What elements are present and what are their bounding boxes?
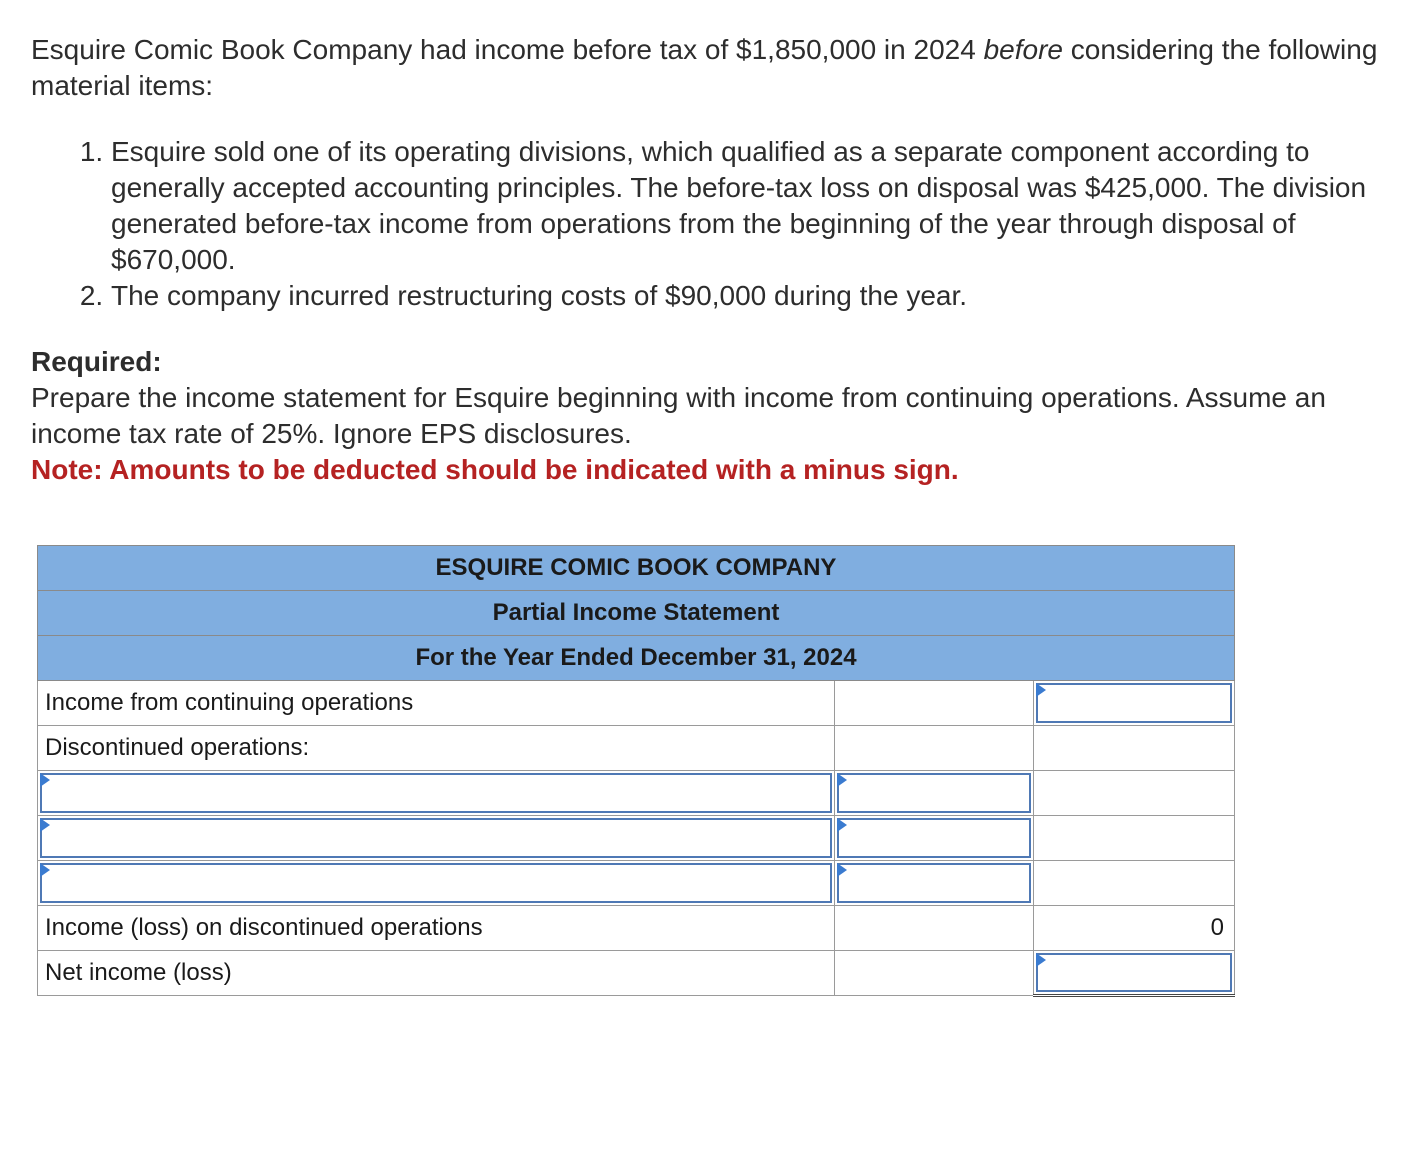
- empty-cell: [835, 726, 1034, 771]
- input-flag-icon: [837, 863, 847, 877]
- disc-line-3-amount-cell: [835, 861, 1034, 906]
- material-item-2: 2. The company incurred restructuring costs of $90,000 during the year.: [111, 278, 1381, 314]
- discontinued-total-label: Income (loss) on discontinued operations: [38, 906, 835, 951]
- disc-line-3-label-input[interactable]: [40, 863, 832, 903]
- intro-text-end: considering the following material items:: [31, 34, 1378, 101]
- continuing-operations-cell: [1034, 681, 1235, 726]
- empty-cell: [835, 681, 1034, 726]
- disc-line-2-amount-cell: [835, 816, 1034, 861]
- discontinued-operations-label: Discontinued operations:: [38, 726, 835, 771]
- disc-line-1-amount-cell: [835, 771, 1034, 816]
- continuing-operations-row: [38, 681, 1235, 726]
- company-name: ESQUIRE COMIC BOOK COMPANY: [38, 546, 1235, 591]
- minus-sign-note: Note: Amounts to be deducted should be indicated with a minus sign.: [31, 454, 959, 485]
- intro-text-start: Esquire Comic Book Company had income before tax of $1,850,000 in 2024: [31, 34, 984, 65]
- discontinued-header-row: [38, 726, 1235, 771]
- disc-line-1-label-cell: [38, 771, 835, 816]
- net-income-input[interactable]: [1036, 953, 1232, 992]
- dropdown-flag-icon: [40, 863, 50, 877]
- required-title: Required:: [31, 346, 162, 377]
- dropdown-flag-icon: [40, 773, 50, 787]
- problem-text: [31, 32, 1381, 488]
- required-instructions: Prepare the income statement for Esquire beginning with income from continuing operations. Assume an income tax rate of 25%. Ignore EPS disclosures.: [31, 382, 1326, 449]
- header-company-row: [38, 546, 1235, 591]
- empty-cell: [1034, 816, 1235, 861]
- disc-line-2-label-cell: [38, 816, 835, 861]
- header-title-row: [38, 591, 1235, 636]
- discontinued-line-row: [38, 861, 1235, 906]
- disc-line-1-amount-input[interactable]: [837, 773, 1031, 813]
- disc-line-2-amount-input[interactable]: [837, 818, 1031, 858]
- discontinued-line-row: [38, 816, 1235, 861]
- input-flag-icon: [837, 818, 847, 832]
- net-income-row: [38, 951, 1235, 996]
- input-flag-icon: [1036, 953, 1046, 967]
- required-section: [31, 344, 1381, 488]
- dropdown-flag-icon: [40, 818, 50, 832]
- discontinued-line-row: [38, 771, 1235, 816]
- net-income-label: Net income (loss): [38, 951, 835, 996]
- disc-line-3-label-cell: [38, 861, 835, 906]
- statement-title: Partial Income Statement: [38, 591, 1235, 636]
- discontinued-total-row: [38, 906, 1235, 951]
- discontinued-total-value: 0: [1034, 906, 1235, 951]
- intro-paragraph: [31, 32, 1381, 104]
- disc-line-3-amount-input[interactable]: [837, 863, 1031, 903]
- empty-cell: [835, 951, 1034, 996]
- input-flag-icon: [1036, 683, 1046, 697]
- material-items-list: [31, 134, 1381, 314]
- empty-cell: [1034, 861, 1235, 906]
- disc-line-1-label-input[interactable]: [40, 773, 832, 813]
- header-period-row: [38, 636, 1235, 681]
- disc-line-2-label-input[interactable]: [40, 818, 832, 858]
- input-flag-icon: [837, 773, 847, 787]
- empty-cell: [1034, 771, 1235, 816]
- net-income-cell: [1034, 951, 1235, 996]
- partial-income-statement: [37, 545, 1235, 997]
- empty-cell: [1034, 726, 1235, 771]
- continuing-operations-label: Income from continuing operations: [38, 681, 835, 726]
- intro-emphasis: before: [983, 34, 1063, 65]
- empty-cell: [835, 906, 1034, 951]
- continuing-operations-input[interactable]: [1036, 683, 1232, 723]
- material-item-1: 1. Esquire sold one of its operating divisions, which qualified as a separate component according to generally accepted accounting principles. The before-tax loss on disposal was $425,000. The division generated before-tax income from operations from the beginning of the year through disposal of $670,000.: [111, 134, 1381, 278]
- statement-period: For the Year Ended December 31, 2024: [38, 636, 1235, 681]
